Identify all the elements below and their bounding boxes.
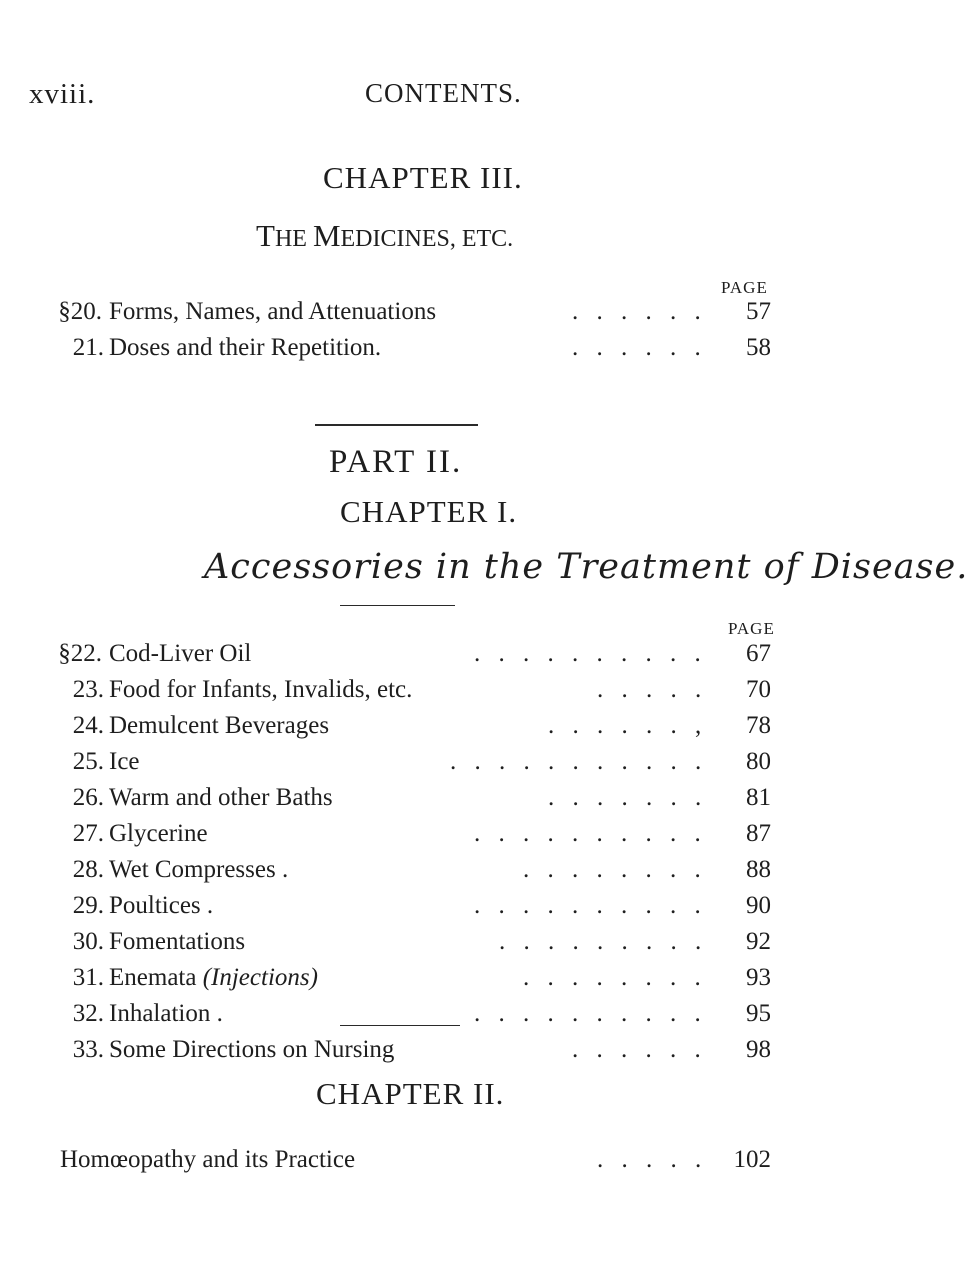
leader-dots: . . . . . [597, 676, 708, 703]
entry-title-text: Fomentations [109, 928, 246, 955]
leader-dots: . . . . . . , [548, 712, 708, 739]
entry-title-text: Ice [109, 748, 140, 775]
page-column-label: PAGE [728, 619, 775, 638]
entry-title-text: Some Directions on Nursing [109, 1036, 395, 1063]
toc-entry [0, 820, 801, 856]
toc-entry [0, 298, 801, 334]
entry-title [109, 1036, 394, 1064]
section-number: 24. [72, 712, 104, 739]
page-number: 98 [746, 1036, 771, 1063]
toc-entry [0, 856, 801, 892]
entry-title-text: Warm and other Baths [109, 784, 333, 811]
toc-entry [0, 676, 801, 712]
leader-dots: . . . . . . . . . . [474, 1000, 707, 1027]
page-number: 92 [746, 928, 771, 955]
running-title: CONTENTS. [365, 78, 522, 108]
entry-title [109, 964, 318, 992]
leader-dots: . . . . . . . [548, 784, 708, 811]
toc-entry [0, 1146, 801, 1182]
entry-title-text: Cod-Liver Oil [109, 640, 252, 667]
page-number: 87 [746, 820, 771, 847]
entry-title [109, 820, 208, 848]
chapter-heading: CHAPTER I. [340, 494, 518, 529]
section-divider [340, 1025, 460, 1026]
entry-title [109, 676, 412, 704]
entry-title-text: Wet Compresses . [109, 856, 289, 883]
entry-title [109, 712, 329, 740]
section-number: 26. [72, 784, 104, 811]
leader-dots: . . . . . . . . . [499, 928, 708, 955]
section-number: 33. [72, 1036, 104, 1063]
page-number: 57 [746, 298, 771, 325]
entry-title [109, 748, 140, 776]
leader-dots: . . . . . . . . . . . [450, 748, 708, 775]
page-number: 90 [746, 892, 771, 919]
leader-dots: . . . . . [597, 1146, 708, 1173]
entry-title: Doses and their Repetition. [109, 334, 382, 361]
page-numeral: xviii. [29, 78, 96, 110]
section-number: 31. [72, 964, 104, 991]
section-number: 27. [72, 820, 104, 847]
entry-title-text: Poultices . [109, 892, 214, 919]
entry-title: Forms, Names, and Attenuations [109, 298, 437, 325]
toc-entry [0, 928, 801, 964]
toc-entry [0, 1000, 801, 1036]
page-number: 70 [746, 676, 771, 703]
chapter-title: THE MEDICINES, ETC. [256, 218, 514, 253]
section-number: 25. [72, 748, 104, 775]
part-heading: PART II. [329, 444, 463, 480]
chapter-heading: CHAPTER II. [316, 1076, 505, 1111]
page-number: 81 [746, 784, 771, 811]
leader-dots: . . . . . . . . . . [474, 820, 707, 847]
page-number: 95 [746, 1000, 771, 1027]
entry-title [109, 640, 251, 668]
page-number: 93 [746, 964, 771, 991]
section-divider [315, 424, 478, 426]
toc-entry [0, 748, 801, 784]
leader-dots: . . . . . . [572, 298, 707, 325]
entry-title [109, 928, 245, 956]
page-number: 80 [746, 748, 771, 775]
toc-entry [0, 784, 801, 820]
chapter-title: Accessories in the Treatment of Disease. [204, 547, 968, 587]
chapter-heading: CHAPTER III. [323, 160, 523, 195]
entry-title-text: Demulcent Beverages [109, 712, 330, 739]
entry-title: Homœopathy and its Practice [60, 1146, 356, 1173]
leader-dots: . . . . . . . . . . [474, 640, 707, 667]
entry-title-text: Enemata [109, 964, 203, 991]
page-number: 78 [746, 712, 771, 739]
toc-entry [0, 1036, 801, 1072]
page-column-label: PAGE [721, 278, 768, 297]
entry-title [109, 784, 333, 812]
entry-title [109, 1000, 223, 1028]
leader-dots: . . . . . . [572, 1036, 707, 1063]
section-number: §22. [58, 640, 102, 667]
toc-entry [0, 640, 801, 676]
section-number: 28. [72, 856, 104, 883]
title-rule [340, 605, 455, 606]
entry-title-text: Food for Infants, Invalids, etc. [109, 676, 413, 703]
leader-dots: . . . . . . . . [523, 856, 707, 883]
section-number: 23. [72, 676, 104, 703]
toc-entry [0, 892, 801, 928]
section-number: 29. [72, 892, 104, 919]
section-number: 30. [72, 928, 104, 955]
toc-entry [0, 712, 801, 748]
page-number: 102 [733, 1146, 771, 1173]
leader-dots: . . . . . . . . . . [474, 892, 707, 919]
section-number: 21. [72, 334, 104, 361]
section-number: 32. [72, 1000, 104, 1027]
toc-entry [0, 334, 801, 370]
page-number: 88 [746, 856, 771, 883]
section-number: §20. [58, 298, 102, 325]
entry-title [109, 856, 288, 884]
entry-title-italic: (Injections) [202, 964, 318, 991]
leader-dots: . . . . . . . . [523, 964, 707, 991]
leader-dots: . . . . . . [572, 334, 707, 361]
page-number: 67 [746, 640, 771, 667]
entry-title-text: Inhalation . [109, 1000, 223, 1027]
page-number: 58 [746, 334, 771, 361]
toc-entry [0, 964, 801, 1000]
entry-title-text: Glycerine [109, 820, 208, 847]
entry-title [109, 892, 213, 920]
